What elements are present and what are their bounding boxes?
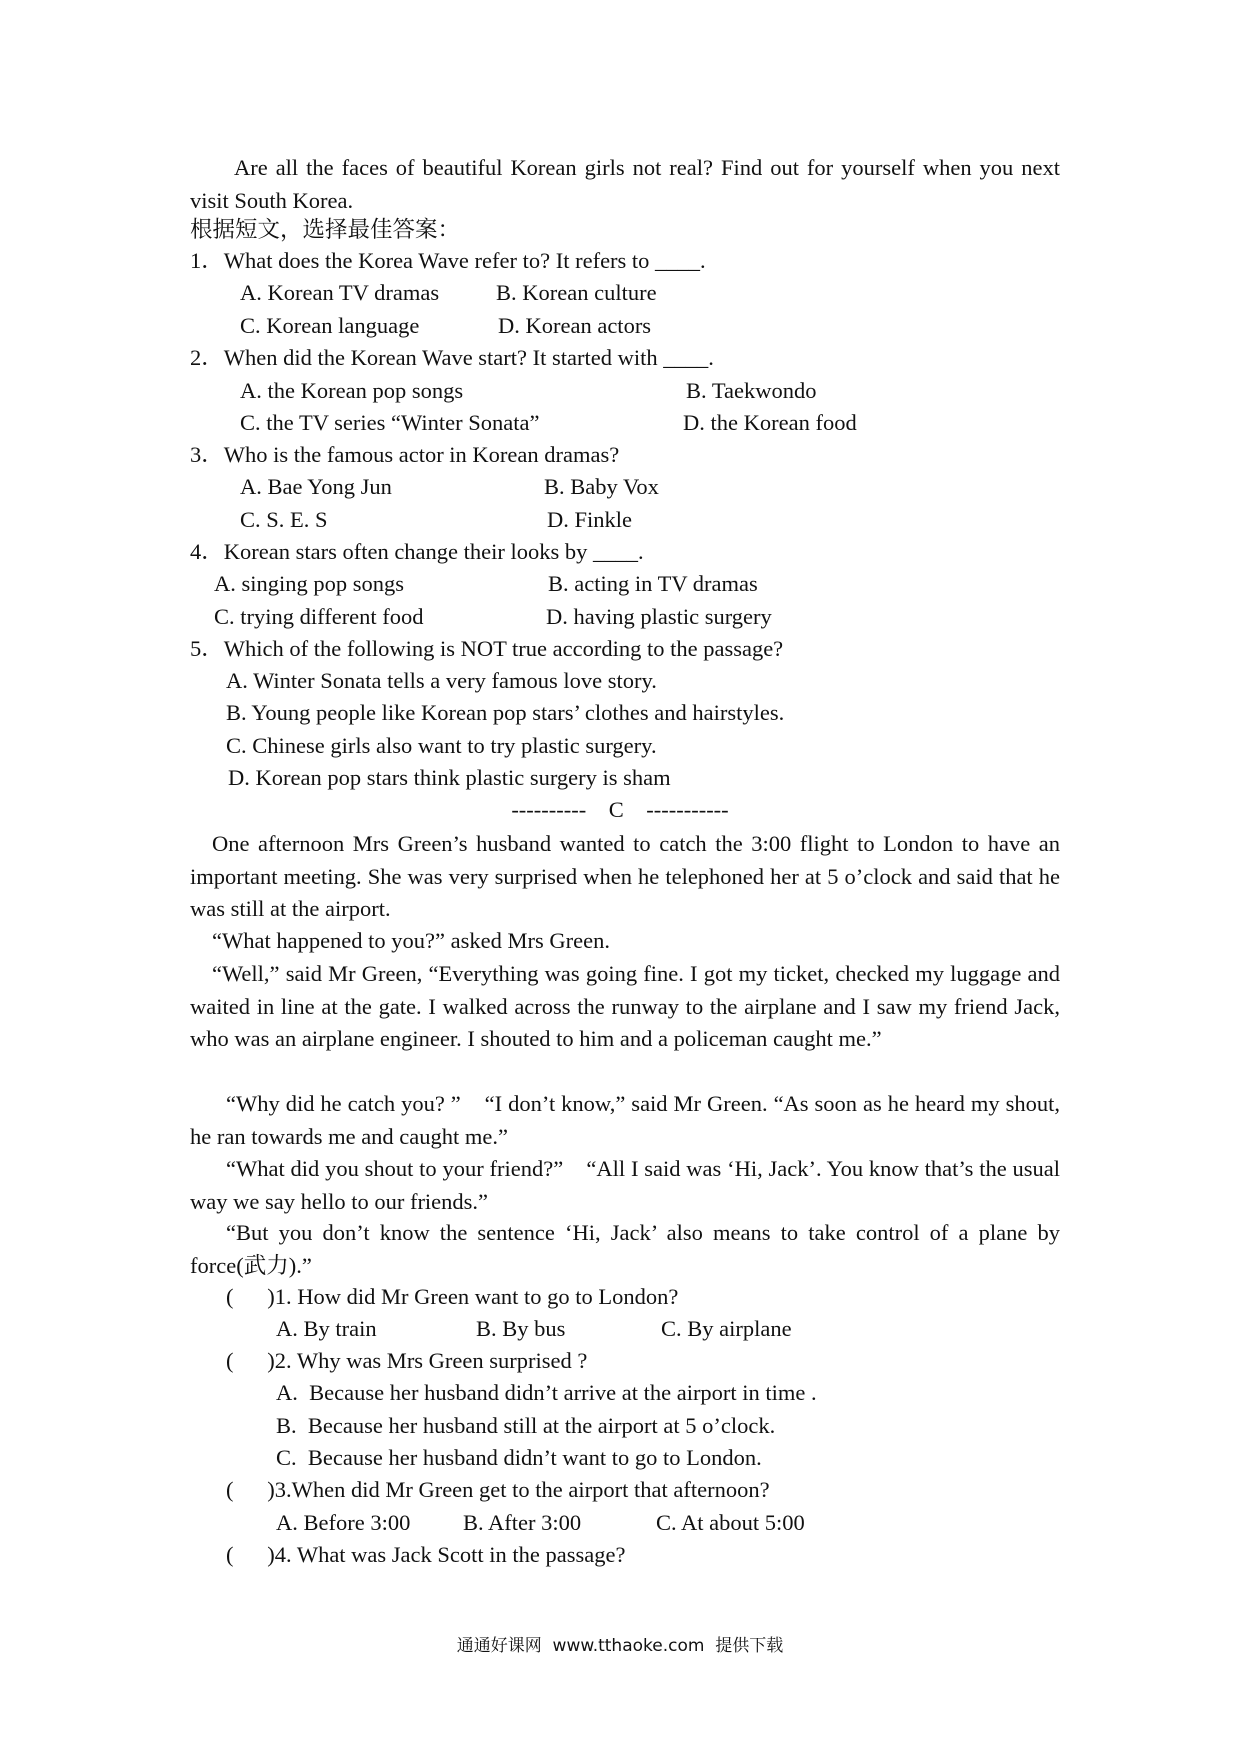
question-c3-option-b: B. After 3:00: [463, 1510, 582, 1535]
question-b5-option-d: D. Korean pop stars think plastic surgery is sham: [228, 765, 671, 790]
question-b3-option-b: B. Baby Vox: [544, 474, 659, 499]
question-b4-option-c: C. trying different food: [214, 604, 424, 629]
question-b1-option-c: C. Korean language: [240, 313, 420, 338]
question-b3-option-a: A. Bae Yong Jun: [240, 474, 392, 499]
question-b2-stem: 2．When did the Korean Wave start? It started with ____.: [190, 345, 714, 370]
question-c2-option-c: C. Because her husband didn’t want to go to London.: [276, 1445, 762, 1470]
question-b3-option-d: D. Finkle: [547, 507, 633, 532]
question-c3-option-a: A. Before 3:00: [276, 1510, 411, 1535]
passage-c-paragraph-2: “What happened to you?” asked Mrs Green.: [212, 928, 610, 953]
question-c3-stem: ( )3.When did Mr Green get to the airport that afternoon?: [226, 1477, 770, 1502]
question-b1-option-a: A. Korean TV dramas: [240, 280, 440, 305]
question-c1-stem: ( )1. How did Mr Green want to go to London?: [226, 1284, 679, 1309]
question-c2-stem: ( )2. Why was Mrs Green surprised ?: [226, 1348, 588, 1373]
question-c1-option-c: C. By airplane: [661, 1316, 792, 1341]
question-b1-option-b: B. Korean culture: [496, 280, 657, 305]
passage-c-paragraph-3: “Well,” said Mr Green, “Everything was going fine. I got my ticket, checked my luggage and waited in line at the gate. I walked across the runway to the airplane and I saw my friend Jack, who was an airplane engineer. I shouted to him and a policeman caught me.”: [190, 961, 1060, 1051]
question-b4-option-a: A. singing pop songs: [214, 571, 405, 596]
question-c2-option-a: A. Because her husband didn’t arrive at the airport in time .: [276, 1380, 817, 1405]
passage-b-ending: Are all the faces of beautiful Korean girls not real? Find out for yourself when you next visit South Korea.: [190, 155, 1060, 213]
question-b5-stem: 5．Which of the following is NOT true according to the passage?: [190, 636, 784, 661]
question-b3-option-c: C. S. E. S: [240, 507, 328, 532]
question-b2-option-a: A. the Korean pop songs: [240, 378, 464, 403]
question-b1-option-d: D. Korean actors: [498, 313, 652, 338]
passage-c-paragraph-6: “But you don’t know the sentence ‘Hi, Jack’ also means to take control of a plane by force(武力).”: [190, 1220, 1060, 1278]
question-b3-stem: 3．Who is the famous actor in Korean dramas?: [190, 442, 620, 467]
question-b5-option-a: A. Winter Sonata tells a very famous love story.: [226, 668, 657, 693]
question-b1-stem: 1．What does the Korea Wave refer to? It refers to ____.: [190, 248, 706, 273]
question-b2-option-b: B. Taekwondo: [686, 378, 817, 403]
question-b2-option-c: C. the TV series “Winter Sonata”: [240, 410, 540, 435]
passage-c-paragraph-4: “Why did he catch you? ” “I don’t know,” said Mr Green. “As soon as he heard my shout, he ran towards me and caught me.”: [190, 1091, 1066, 1149]
section-c-divider: ---------- C -----------: [511, 797, 729, 822]
question-c4-stem: ( )4. What was Jack Scott in the passage?: [226, 1542, 626, 1567]
question-c2-option-b: B. Because her husband still at the airport at 5 o’clock.: [276, 1413, 776, 1438]
question-c1-option-a: A. By train: [276, 1316, 377, 1341]
question-b4-stem: 4．Korean stars often change their looks by ____.: [190, 539, 644, 564]
question-b5-option-b: B. Young people like Korean pop stars’ clothes and hairstyles.: [226, 700, 785, 725]
question-b2-option-d: D. the Korean food: [683, 410, 857, 435]
page-footer: 通通好课网 www.tthaoke.com 提供下载: [456, 1636, 784, 1656]
passage-c-paragraph-1: One afternoon Mrs Green’s husband wanted to catch the 3:00 flight to London to have an important meeting. She was very surprised when he telephoned her at 5 o’clock and said that he was still at the airport.: [190, 831, 1060, 921]
passage-c-paragraph-5: “What did you shout to your friend?” “All I said was ‘Hi, Jack’. You know that’s the usual way we say hello to our friends.”: [190, 1156, 1066, 1214]
question-b5-option-c: C. Chinese girls also want to try plastic surgery.: [226, 733, 657, 758]
question-c1-option-b: B. By bus: [476, 1316, 566, 1341]
question-b4-option-d: D. having plastic surgery: [546, 604, 772, 629]
question-c3-option-c: C. At about 5:00: [656, 1510, 805, 1535]
question-b4-option-b: B. acting in TV dramas: [548, 571, 758, 596]
instruction: 根据短文，选择最佳答案：: [190, 217, 461, 242]
